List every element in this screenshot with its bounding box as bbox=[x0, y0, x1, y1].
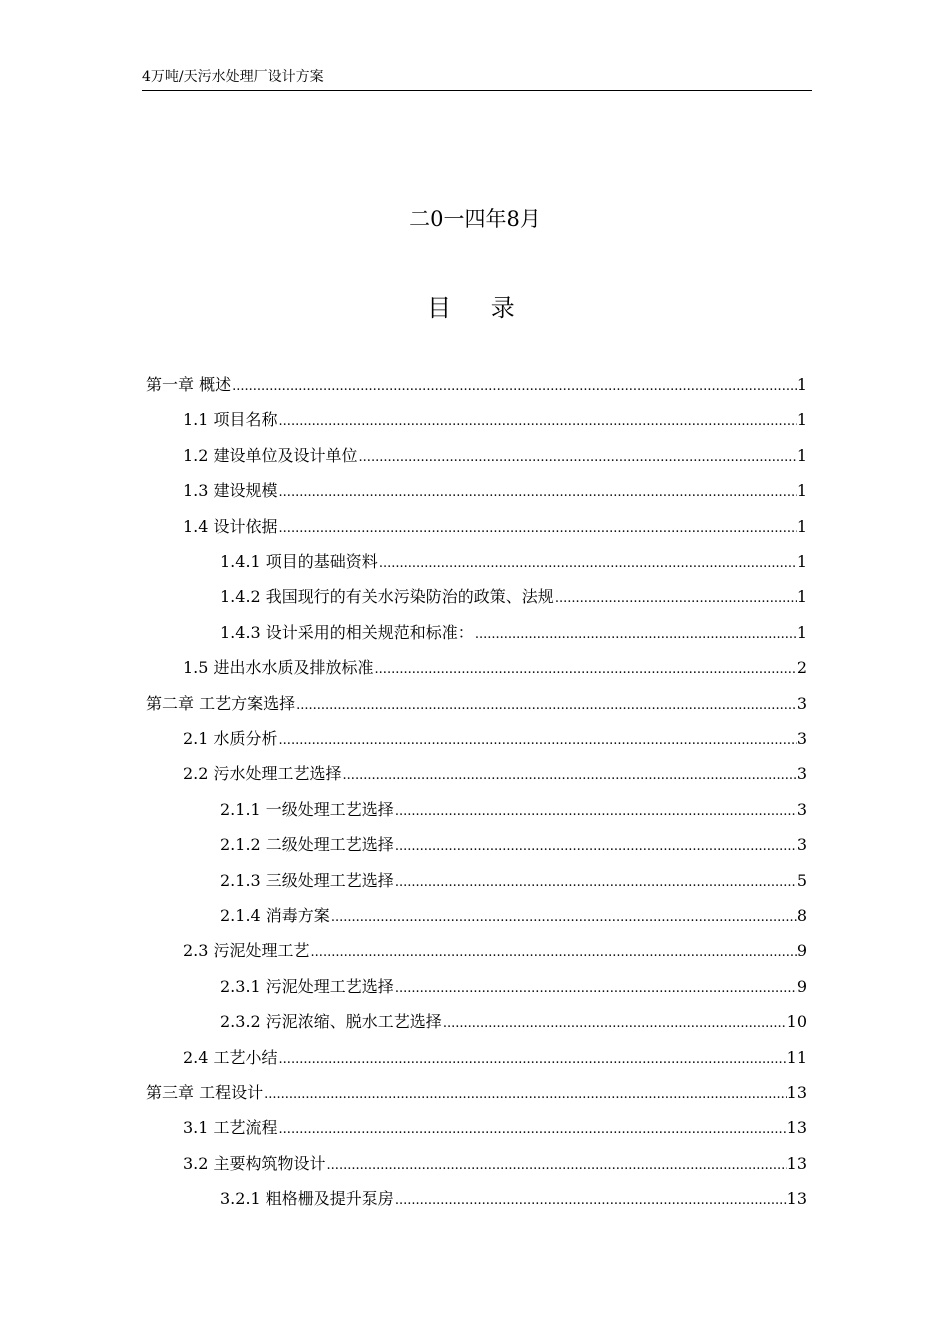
toc-dot-leader bbox=[342, 763, 797, 789]
toc-dot-leader bbox=[310, 940, 797, 966]
toc-dot-leader bbox=[326, 1153, 787, 1179]
toc-entry-label: 1.4.3 设计采用的相关规范和标准： bbox=[220, 622, 474, 642]
toc-dot-leader bbox=[263, 1082, 787, 1108]
toc-entry[interactable] bbox=[183, 655, 807, 681]
toc-entry[interactable] bbox=[220, 974, 807, 1000]
toc-entry-page: 3 bbox=[796, 799, 807, 819]
toc-entry[interactable] bbox=[220, 868, 807, 894]
toc-entry-page: 1 bbox=[796, 516, 807, 536]
toc-entry[interactable] bbox=[220, 832, 807, 858]
toc-entry-label: 3.2 主要构筑物设计 bbox=[183, 1153, 326, 1173]
toc-entry-page: 9 bbox=[796, 976, 807, 996]
page-header bbox=[142, 66, 812, 91]
toc-entry[interactable] bbox=[183, 1151, 807, 1177]
toc-dot-leader bbox=[394, 799, 797, 825]
toc-entry-page: 11 bbox=[786, 1047, 807, 1067]
toc-entry-label: 2.1 水质分析 bbox=[183, 729, 278, 748]
toc-dot-leader bbox=[394, 834, 797, 860]
toc-entry[interactable] bbox=[183, 726, 807, 752]
toc-entry[interactable] bbox=[220, 620, 807, 646]
toc-dot-leader bbox=[278, 1117, 787, 1143]
toc-entry-label: 2.3.2 污泥浓缩、脱水工艺选择 bbox=[220, 1012, 442, 1032]
toc-entry-page: 5 bbox=[796, 870, 807, 890]
toc-title: 目 录 bbox=[427, 294, 531, 322]
toc-entry-page: 13 bbox=[786, 1153, 807, 1173]
toc-entry[interactable] bbox=[183, 761, 807, 787]
toc-entry-label: 2.3 污泥处理工艺 bbox=[183, 941, 310, 961]
toc-entry-page: 13 bbox=[786, 1118, 807, 1138]
toc-entry[interactable] bbox=[220, 1186, 807, 1212]
toc-entry-label: 1.4.1 项目的基础资料 bbox=[220, 552, 378, 571]
toc-dot-leader bbox=[231, 374, 797, 400]
toc-entry[interactable] bbox=[183, 938, 807, 964]
toc-entry-page: 1 bbox=[796, 552, 807, 571]
toc-dot-leader bbox=[378, 551, 797, 577]
toc-dot-leader bbox=[474, 622, 797, 648]
toc-entry[interactable] bbox=[183, 1045, 807, 1071]
toc-entry[interactable] bbox=[183, 443, 807, 469]
toc-dot-leader bbox=[554, 586, 797, 612]
toc-entry-label: 3.1 工艺流程 bbox=[183, 1118, 278, 1138]
toc-dot-leader bbox=[278, 480, 797, 506]
header-title: 4万吨/天污水处理厂设计方案 bbox=[142, 69, 324, 85]
toc-entry-page: 1 bbox=[796, 587, 807, 607]
toc-entry[interactable] bbox=[183, 514, 807, 540]
toc-entry-label: 第二章 工艺方案选择 bbox=[146, 693, 296, 713]
toc-entry-label: 第三章 工程设计 bbox=[146, 1083, 264, 1102]
toc-entry-page: 3 bbox=[796, 764, 807, 784]
toc-dot-leader bbox=[278, 1047, 787, 1073]
toc-entry[interactable] bbox=[183, 407, 807, 433]
toc-entry-label: 1.4 设计依据 bbox=[183, 516, 278, 536]
toc-entry[interactable] bbox=[220, 584, 807, 610]
toc-dot-leader bbox=[442, 1011, 787, 1037]
toc-entry-page: 8 bbox=[796, 906, 807, 925]
toc-entry[interactable] bbox=[220, 797, 807, 823]
toc-dot-leader bbox=[358, 445, 797, 471]
toc-entry-page: 9 bbox=[796, 941, 807, 961]
toc-entry-page: 13 bbox=[786, 1083, 807, 1102]
toc-entry-label: 1.4.2 我国现行的有关水污染防治的政策、法规 bbox=[220, 587, 554, 607]
toc-dot-leader bbox=[295, 693, 797, 719]
toc-dot-leader bbox=[278, 516, 797, 542]
toc-entry-page: 3 bbox=[796, 693, 807, 713]
toc-entry-label: 3.2.1 粗格栅及提升泵房 bbox=[220, 1189, 394, 1209]
toc-entry-page: 1 bbox=[796, 445, 807, 465]
toc-entry-label: 1.1 项目名称 bbox=[183, 410, 278, 430]
toc-entry-page: 3 bbox=[796, 729, 807, 748]
toc-dot-leader bbox=[278, 728, 797, 754]
document-date: 二0一四年8月 bbox=[409, 207, 541, 231]
toc-dot-leader bbox=[394, 870, 797, 896]
toc-entry-label: 2.4 工艺小结 bbox=[183, 1047, 278, 1067]
toc-entry-label: 2.1.4 消毒方案 bbox=[220, 906, 330, 925]
toc-entry-page: 1 bbox=[796, 481, 807, 501]
toc-entry[interactable] bbox=[220, 549, 807, 575]
toc-entry[interactable] bbox=[146, 691, 807, 717]
toc-entry-label: 1.3 建设规模 bbox=[183, 481, 278, 501]
toc-entry-label: 1.5 进出水水质及排放标准 bbox=[183, 658, 374, 678]
toc-entry[interactable] bbox=[220, 1009, 807, 1035]
toc-entry-label: 2.1.3 三级处理工艺选择 bbox=[220, 870, 394, 890]
toc-entry-page: 3 bbox=[796, 835, 807, 855]
toc-dot-leader bbox=[374, 657, 797, 683]
toc-dot-leader bbox=[330, 905, 797, 931]
toc-dot-leader bbox=[394, 1188, 787, 1214]
toc-entry-page: 2 bbox=[796, 658, 807, 678]
toc-entry-label: 1.2 建设单位及设计单位 bbox=[183, 445, 358, 465]
toc-entry-label: 2.1.1 一级处理工艺选择 bbox=[220, 799, 394, 819]
toc-entry-page: 1 bbox=[796, 410, 807, 430]
toc-entry[interactable] bbox=[220, 903, 807, 929]
toc-entry-label: 第一章 概述 bbox=[146, 375, 232, 394]
toc-entry-label: 2.1.2 二级处理工艺选择 bbox=[220, 835, 394, 855]
toc-dot-leader bbox=[394, 976, 797, 1002]
toc-entry-page: 1 bbox=[796, 375, 807, 394]
toc-entry[interactable] bbox=[146, 372, 807, 398]
toc-entry-label: 2.2 污水处理工艺选择 bbox=[183, 764, 342, 784]
toc-dot-leader bbox=[278, 409, 797, 435]
toc-entry[interactable] bbox=[146, 1080, 807, 1106]
toc-entry-label: 2.3.1 污泥处理工艺选择 bbox=[220, 976, 394, 996]
toc-entry-page: 1 bbox=[796, 622, 807, 642]
toc-entry[interactable] bbox=[183, 1115, 807, 1141]
toc-entry[interactable] bbox=[183, 478, 807, 504]
toc-entry-page: 13 bbox=[786, 1189, 807, 1209]
toc-entry-page: 10 bbox=[786, 1012, 807, 1032]
